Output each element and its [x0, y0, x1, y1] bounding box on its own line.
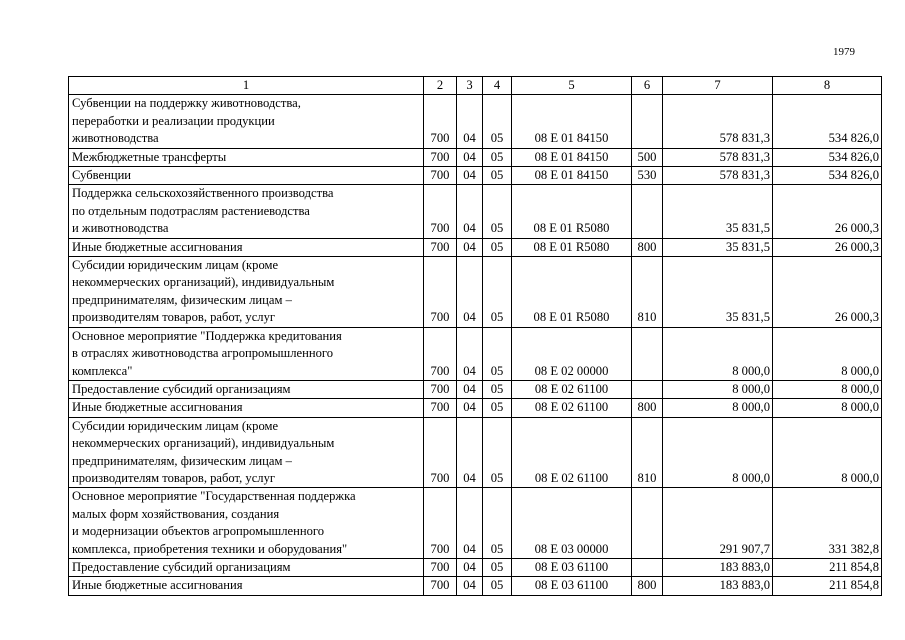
item-name-line: Субвенции [72, 168, 132, 183]
item-name-line: Предоставление субсидий организациям [72, 559, 291, 574]
ministry-code-cell: 700 [424, 238, 457, 256]
table-row [69, 327, 882, 380]
expense-type-cell [632, 95, 663, 148]
section-code-cell: 04 [457, 417, 483, 488]
expense-type-cell: 800 [632, 238, 663, 256]
header-cell: 3 [457, 77, 483, 95]
header-cell: 7 [663, 77, 773, 95]
amount-year-2-cell: 534 826,0 [773, 167, 882, 185]
target-article-cell: 08 E 02 61100 [512, 399, 632, 417]
item-name-line: комплекса" [72, 363, 133, 378]
item-name-line: Основное мероприятие "Государственная поддержка [72, 489, 356, 504]
expense-type-cell: 810 [632, 257, 663, 328]
item-name-line: Субсидии юридическим лицам (кроме [72, 418, 279, 433]
section-code-cell: 04 [457, 167, 483, 185]
amount-year-2-cell: 211 854,8 [773, 577, 882, 595]
ministry-code-cell: 700 [424, 95, 457, 148]
amount-year-1-cell: 35 831,5 [663, 185, 773, 238]
table-row [69, 238, 882, 256]
ministry-code-cell: 700 [424, 399, 457, 417]
header-cell: 5 [512, 77, 632, 95]
item-name-line: Субвенции на поддержку животноводства, [72, 96, 301, 111]
table-row [69, 399, 882, 417]
item-name-cell [69, 167, 424, 185]
section-code-cell: 04 [457, 238, 483, 256]
amount-year-2-cell: 211 854,8 [773, 558, 882, 576]
section-code-cell: 04 [457, 257, 483, 328]
amount-year-2-cell: 8 000,0 [773, 417, 882, 488]
expense-type-cell: 500 [632, 148, 663, 166]
table-header-row [69, 77, 882, 95]
section-code-cell: 04 [457, 185, 483, 238]
target-article-cell: 08 E 01 R5080 [512, 257, 632, 328]
section-code-cell: 04 [457, 148, 483, 166]
ministry-code-cell: 700 [424, 577, 457, 595]
amount-year-1-cell: 8 000,0 [663, 399, 773, 417]
expense-type-cell: 810 [632, 417, 663, 488]
amount-year-1-cell: 35 831,5 [663, 257, 773, 328]
amount-year-1-cell: 8 000,0 [663, 417, 773, 488]
target-article-cell: 08 E 03 61100 [512, 558, 632, 576]
amount-year-1-cell: 291 907,7 [663, 488, 773, 559]
item-name-cell [69, 327, 424, 380]
subsection-code-cell: 05 [483, 577, 512, 595]
header-cell: 2 [424, 77, 457, 95]
item-name-line: Межбюджетные трансферты [72, 149, 227, 164]
amount-year-1-cell: 183 883,0 [663, 558, 773, 576]
item-name-line: производителям товаров, работ, услуг [72, 470, 276, 485]
target-article-cell: 08 E 01 R5080 [512, 238, 632, 256]
table-row [69, 148, 882, 166]
amount-year-2-cell: 534 826,0 [773, 148, 882, 166]
subsection-code-cell: 05 [483, 399, 512, 417]
ministry-code-cell: 700 [424, 327, 457, 380]
header-cell: 8 [773, 77, 882, 95]
item-name-cell [69, 185, 424, 238]
target-article-cell: 08 E 03 61100 [512, 577, 632, 595]
section-code-cell: 04 [457, 558, 483, 576]
ministry-code-cell: 700 [424, 558, 457, 576]
ministry-code-cell: 700 [424, 380, 457, 398]
item-name-cell [69, 558, 424, 576]
item-name-cell [69, 257, 424, 328]
table-row [69, 488, 882, 559]
target-article-cell: 08 E 01 84150 [512, 167, 632, 185]
section-code-cell: 04 [457, 399, 483, 417]
item-name-line: малых форм хозяйствования, создания [72, 506, 280, 521]
item-name-line: Основное мероприятие "Поддержка кредитования [72, 328, 342, 343]
amount-year-1-cell: 578 831,3 [663, 148, 773, 166]
item-name-line: предпринимателям, физическим лицам – [72, 292, 292, 307]
header-cell: 4 [483, 77, 512, 95]
subsection-code-cell: 05 [483, 417, 512, 488]
ministry-code-cell: 700 [424, 488, 457, 559]
target-article-cell: 08 E 01 84150 [512, 148, 632, 166]
target-article-cell: 08 E 01 R5080 [512, 185, 632, 238]
amount-year-1-cell: 578 831,3 [663, 167, 773, 185]
item-name-line: переработки и реализации продукции [72, 113, 275, 128]
expense-type-cell: 800 [632, 399, 663, 417]
section-code-cell: 04 [457, 327, 483, 380]
item-name-line: комплекса, приобретения техники и оборудования" [72, 541, 348, 556]
ministry-code-cell: 700 [424, 167, 457, 185]
amount-year-2-cell: 8 000,0 [773, 380, 882, 398]
section-code-cell: 04 [457, 95, 483, 148]
section-code-cell: 04 [457, 577, 483, 595]
subsection-code-cell: 05 [483, 327, 512, 380]
subsection-code-cell: 05 [483, 380, 512, 398]
amount-year-2-cell: 331 382,8 [773, 488, 882, 559]
expense-type-cell [632, 185, 663, 238]
table-row [69, 167, 882, 185]
amount-year-1-cell: 8 000,0 [663, 380, 773, 398]
subsection-code-cell: 05 [483, 257, 512, 328]
item-name-line: Иные бюджетные ассигнования [72, 578, 243, 593]
amount-year-2-cell: 26 000,3 [773, 185, 882, 238]
item-name-line: в отраслях животноводства агропромышленного [72, 346, 334, 361]
item-name-cell [69, 417, 424, 488]
amount-year-2-cell: 8 000,0 [773, 399, 882, 417]
amount-year-2-cell: 534 826,0 [773, 95, 882, 148]
target-article-cell: 08 E 02 61100 [512, 417, 632, 488]
table-row [69, 380, 882, 398]
item-name-cell [69, 577, 424, 595]
expense-type-cell: 800 [632, 577, 663, 595]
item-name-line: по отдельным подотраслям растениеводства [72, 203, 310, 218]
target-article-cell: 08 E 02 61100 [512, 380, 632, 398]
item-name-cell [69, 488, 424, 559]
table-row [69, 417, 882, 488]
subsection-code-cell: 05 [483, 167, 512, 185]
subsection-code-cell: 05 [483, 95, 512, 148]
amount-year-1-cell: 578 831,3 [663, 95, 773, 148]
item-name-line: Поддержка сельскохозяйственного производства [72, 186, 334, 201]
item-name-line: Субсидии юридическим лицам (кроме [72, 258, 279, 273]
item-name-line: и модернизации объектов агропромышленного [72, 524, 325, 539]
subsection-code-cell: 05 [483, 185, 512, 238]
section-code-cell: 04 [457, 488, 483, 559]
amount-year-1-cell: 183 883,0 [663, 577, 773, 595]
amount-year-2-cell: 26 000,3 [773, 238, 882, 256]
header-cell: 6 [632, 77, 663, 95]
item-name-line: производителям товаров, работ, услуг [72, 310, 276, 325]
expense-type-cell [632, 327, 663, 380]
amount-year-2-cell: 8 000,0 [773, 327, 882, 380]
expense-type-cell [632, 380, 663, 398]
item-name-line: некоммерческих организаций), индивидуальным [72, 275, 335, 290]
subsection-code-cell: 05 [483, 238, 512, 256]
page-number: 1979 [833, 46, 855, 58]
item-name-line: Иные бюджетные ассигнования [72, 239, 243, 254]
subsection-code-cell: 05 [483, 148, 512, 166]
amount-year-2-cell: 26 000,3 [773, 257, 882, 328]
item-name-cell [69, 380, 424, 398]
target-article-cell: 08 E 03 00000 [512, 488, 632, 559]
expense-type-cell [632, 558, 663, 576]
item-name-cell [69, 148, 424, 166]
item-name-line: Иные бюджетные ассигнования [72, 400, 243, 415]
item-name-cell [69, 238, 424, 256]
table-row [69, 558, 882, 576]
expense-type-cell [632, 488, 663, 559]
section-code-cell: 04 [457, 380, 483, 398]
item-name-line: некоммерческих организаций), индивидуальным [72, 436, 335, 451]
item-name-line: Предоставление субсидий организациям [72, 381, 291, 396]
subsection-code-cell: 05 [483, 488, 512, 559]
table-row [69, 185, 882, 238]
target-article-cell: 08 E 02 00000 [512, 327, 632, 380]
amount-year-1-cell: 35 831,5 [663, 238, 773, 256]
budget-table [68, 76, 882, 596]
item-name-line: и животноводства [72, 221, 169, 236]
item-name-line: предпринимателям, физическим лицам – [72, 453, 292, 468]
ministry-code-cell: 700 [424, 148, 457, 166]
ministry-code-cell: 700 [424, 257, 457, 328]
table-row [69, 95, 882, 148]
table-row [69, 257, 882, 328]
item-name-cell [69, 399, 424, 417]
target-article-cell: 08 E 01 84150 [512, 95, 632, 148]
item-name-line: животноводства [72, 131, 159, 146]
amount-year-1-cell: 8 000,0 [663, 327, 773, 380]
ministry-code-cell: 700 [424, 417, 457, 488]
table-row [69, 577, 882, 595]
ministry-code-cell: 700 [424, 185, 457, 238]
item-name-cell [69, 95, 424, 148]
expense-type-cell: 530 [632, 167, 663, 185]
header-cell: 1 [69, 77, 424, 95]
subsection-code-cell: 05 [483, 558, 512, 576]
